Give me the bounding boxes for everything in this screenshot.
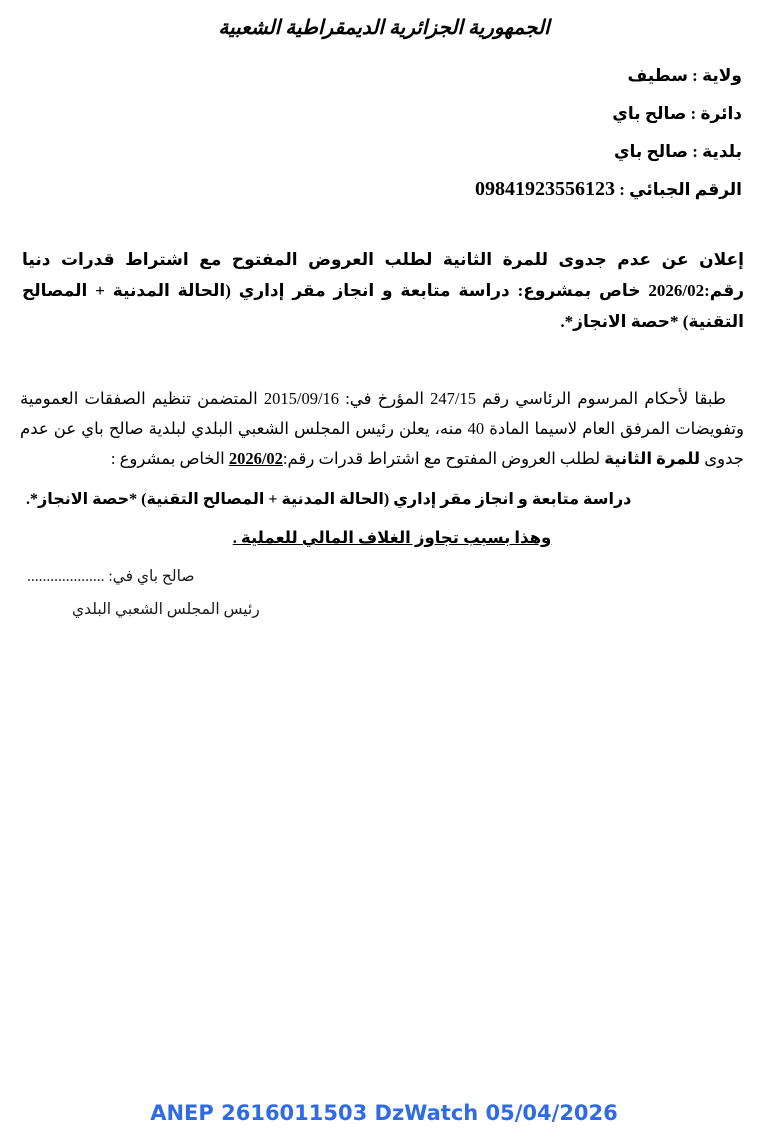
republic-header: الجمهورية الجزائرية الديمقراطية الشعبية bbox=[218, 17, 550, 39]
daira-line: دائرة : صالح باي bbox=[612, 104, 742, 123]
commune-line: بلدية : صالح باي bbox=[613, 142, 742, 161]
anep-footer-text: ANEP 2616011503 DzWatch 05/04/2026 bbox=[150, 1101, 618, 1125]
announcement-title: إعلان عن عدم جدوى للمرة الثانية لطلب العروض المفتوح مع اشتراط قدرات دنيا رقم:2026/02 خاص بمشروع: دراسة متابعة و انجاز مقر إداري (الحالة المدنية + المصالح التقنية) *حصة الانجاز*. bbox=[22, 250, 744, 331]
place-date-line: صالح باي في: .................... bbox=[27, 568, 195, 585]
cancellation-reason-line: وهذا بسبب تجاوز الغلاف المالي للعملية . bbox=[232, 528, 552, 547]
signer-title-line: رئيس المجلس الشعبي البلدي bbox=[72, 601, 260, 618]
tax-id-line bbox=[22, 179, 742, 200]
tax-id-number: 09841923556123 bbox=[474, 178, 615, 200]
project-description-line: دراسة متابعة و انجاز مقر إداري (الحالة المدنية + المصالح التقنية) *حصة الانجاز*. bbox=[26, 491, 632, 508]
anep-footer bbox=[0, 1101, 768, 1125]
issuer-details bbox=[0, 65, 768, 200]
body-text-part-1: طبقا لأحكام المرسوم الرئاسي رقم 247/15 المؤرخ في: 2015/09/16 المتضمن تنظيم الصفقات العمومية وتفويضات المرفق العام لاسيما المادة 40 منه، يعلن رئيس المجلس الشعبي البلدي لبلدية صالح باي عن عدم جدوى bbox=[20, 389, 744, 468]
body-text-part-2: لطلب العروض المفتوح مع اشتراط قدرات رقم: bbox=[282, 449, 605, 468]
body-ref-number: 2026/02 bbox=[228, 449, 283, 468]
signature-block bbox=[0, 566, 768, 620]
wilaya-line: ولاية : سطيف bbox=[627, 66, 742, 85]
body-bold-second-time: للمرة الثانية bbox=[604, 449, 701, 468]
body-text-part-3: الخاص بمشروع : bbox=[110, 449, 229, 468]
announcement-body bbox=[20, 384, 744, 474]
tax-id-label: الرقم الجبائي : bbox=[614, 180, 742, 199]
